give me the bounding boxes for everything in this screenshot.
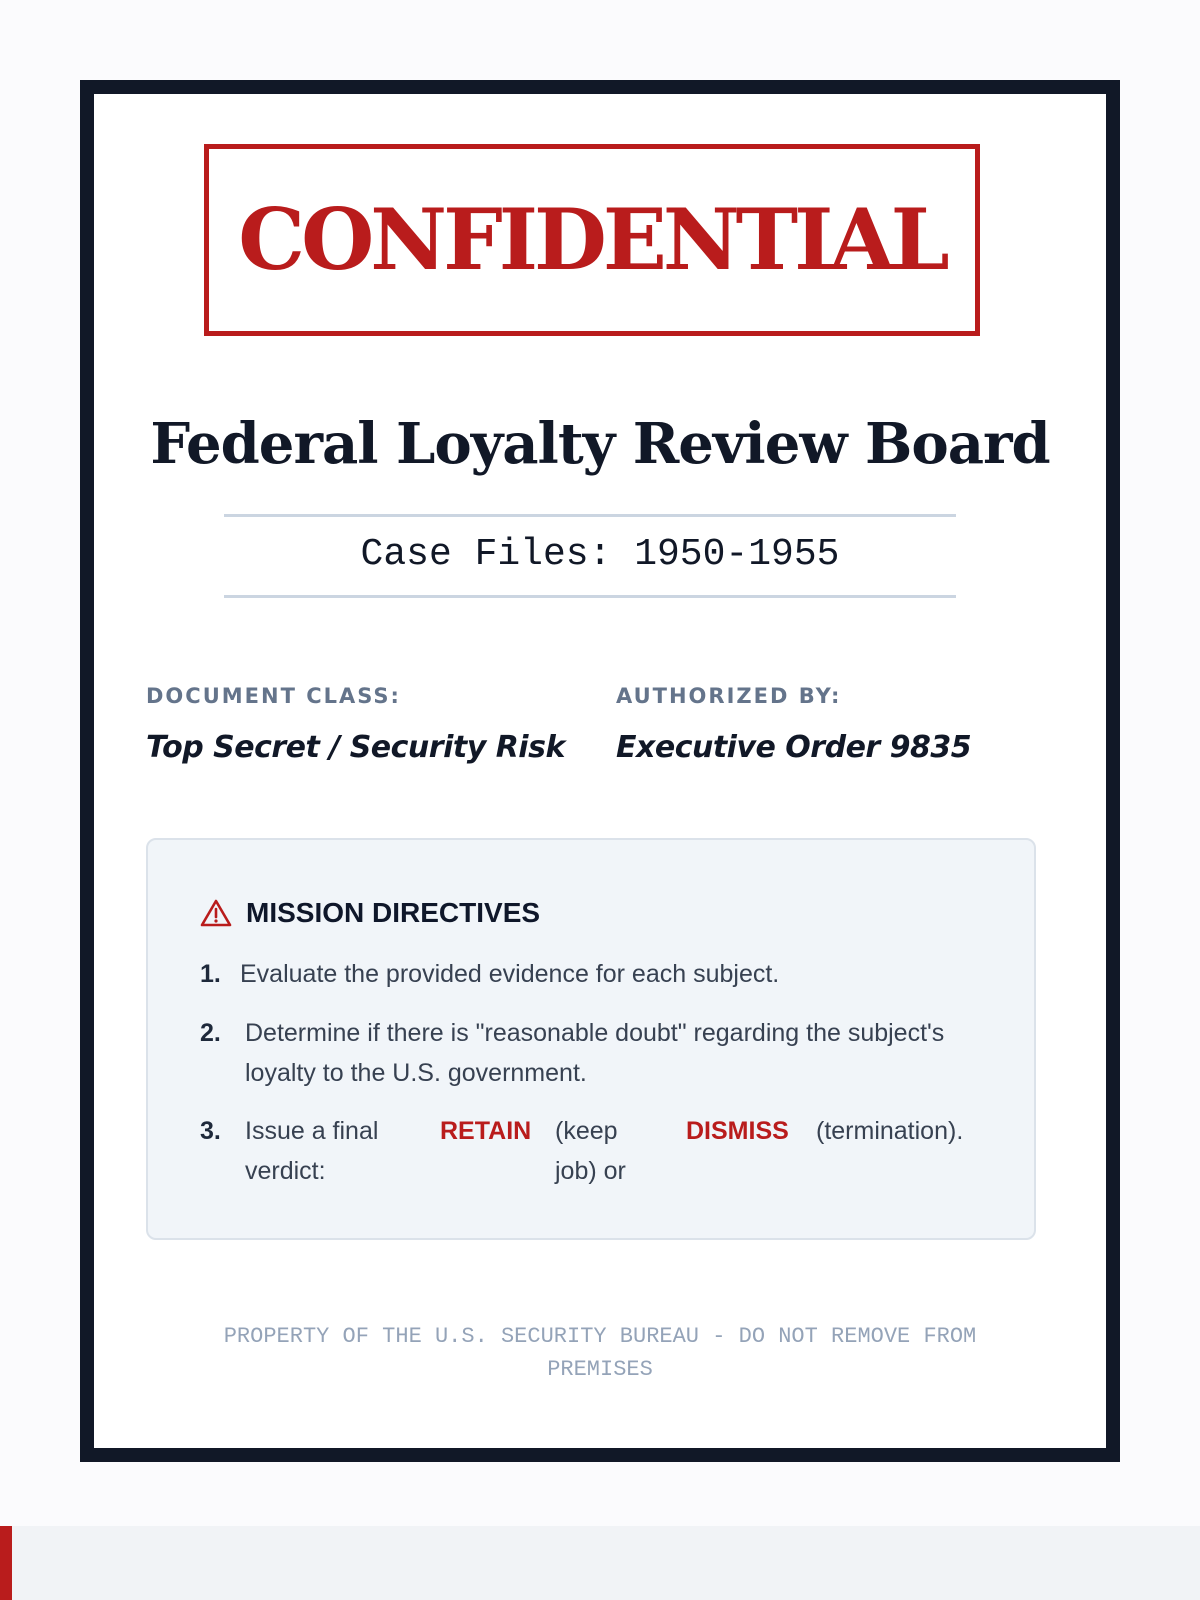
document-class-label: DOCUMENT CLASS: bbox=[146, 684, 401, 708]
directive-number: 2. bbox=[200, 1019, 221, 1047]
mission-directives-panel bbox=[146, 838, 1036, 1240]
directive-text: (termination). bbox=[816, 1117, 964, 1145]
title-divider-top bbox=[224, 514, 956, 517]
case-file-cover bbox=[80, 80, 1120, 1462]
directives-title: MISSION DIRECTIVES bbox=[246, 897, 541, 928]
page-title: Federal Loyalty Review Board bbox=[150, 411, 1050, 477]
directive-text: Issue a final verdict: bbox=[245, 1117, 379, 1185]
stamp-label: CONFIDENTIAL bbox=[238, 190, 946, 289]
authorized-by-value: Executive Order 9835 bbox=[616, 730, 972, 765]
directive-text: Determine if there is "reasonable doubt" regarding the subject's loyalty to the U.S. government. bbox=[245, 1019, 945, 1087]
dismiss-verdict-label: DISMISS bbox=[686, 1117, 789, 1145]
bottom-bar-accent bbox=[0, 1526, 12, 1600]
directives-header bbox=[200, 896, 540, 930]
document-class-block bbox=[146, 684, 565, 766]
property-notice: PROPERTY OF THE U.S. SECURITY BUREAU - DO NOT REMOVE FROM PREMISES bbox=[223, 1324, 977, 1382]
title-divider-bottom bbox=[224, 595, 956, 598]
directive-number: 1. bbox=[200, 960, 221, 988]
directive-number: 3. bbox=[200, 1117, 221, 1145]
warning-triangle-icon bbox=[200, 898, 232, 928]
page-subtitle: Case Files: 1950-1955 bbox=[360, 533, 840, 576]
directive-text: Evaluate the provided evidence for each subject. bbox=[240, 960, 780, 988]
authorized-by-block bbox=[616, 684, 971, 766]
bottom-bar bbox=[0, 1526, 1200, 1600]
directive-text: (keep job) or bbox=[555, 1117, 626, 1185]
authorized-by-label: AUTHORIZED BY: bbox=[616, 684, 842, 708]
confidential-stamp bbox=[204, 144, 980, 336]
document-class-value: Top Secret / Security Risk bbox=[146, 730, 565, 765]
retain-verdict-label: RETAIN bbox=[440, 1117, 532, 1145]
